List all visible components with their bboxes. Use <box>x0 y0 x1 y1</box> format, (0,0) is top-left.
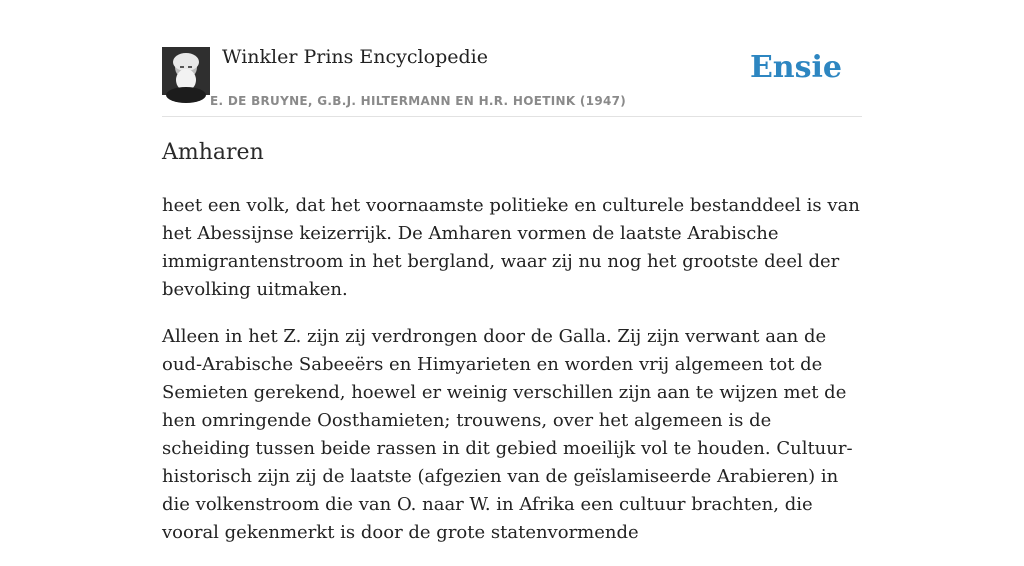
author-avatar[interactable] <box>162 47 210 95</box>
entry-title: Amharen <box>162 140 264 165</box>
entry-paragraph: Alleen in het Z. zijn zij verdrongen door de Galla. Zij zijn verwant aan de oud-Arabische Sabeeërs en Himyarieten en worden vrij algemeen tot de Semieten gerekend, hoewel er weinig verschillen zijn aan te wijzen met de hen omringende Oosthamieten; trouwens, over het algemeen is de scheiding tussen beide rassen in dit gebied moeilijk vol te houden. Cultuur-historisch zijn zij de laatste (afgezien van de geïslamiseerde Arabieren) in die volkenstroom die van O. naar W. in Afrika een cultuur brachten, die vooral gekenmerkt is door de grote statenvormende <box>162 326 853 543</box>
source-title-link[interactable]: Winkler Prins Encyclopedie <box>222 46 488 68</box>
entry-body <box>162 192 862 566</box>
source-header <box>162 0 862 117</box>
portrait-image <box>162 47 210 95</box>
page <box>162 0 862 543</box>
source-authors: E. DE BRUYNE, G.B.J. HILTERMANN EN H.R. HOETINK (1947) <box>210 94 627 108</box>
entry-paragraph: heet een volk, dat het voornaamste politieke en culturele bestanddeel is van het Abessijnse keizerrijk. De Amharen vormen de laatste Arabische immigrantenstroom in het bergland, waar zij nu nog het grootste deel der bevolking uitmaken. <box>162 195 860 300</box>
ensie-logo-link[interactable]: Ensie <box>749 50 842 85</box>
